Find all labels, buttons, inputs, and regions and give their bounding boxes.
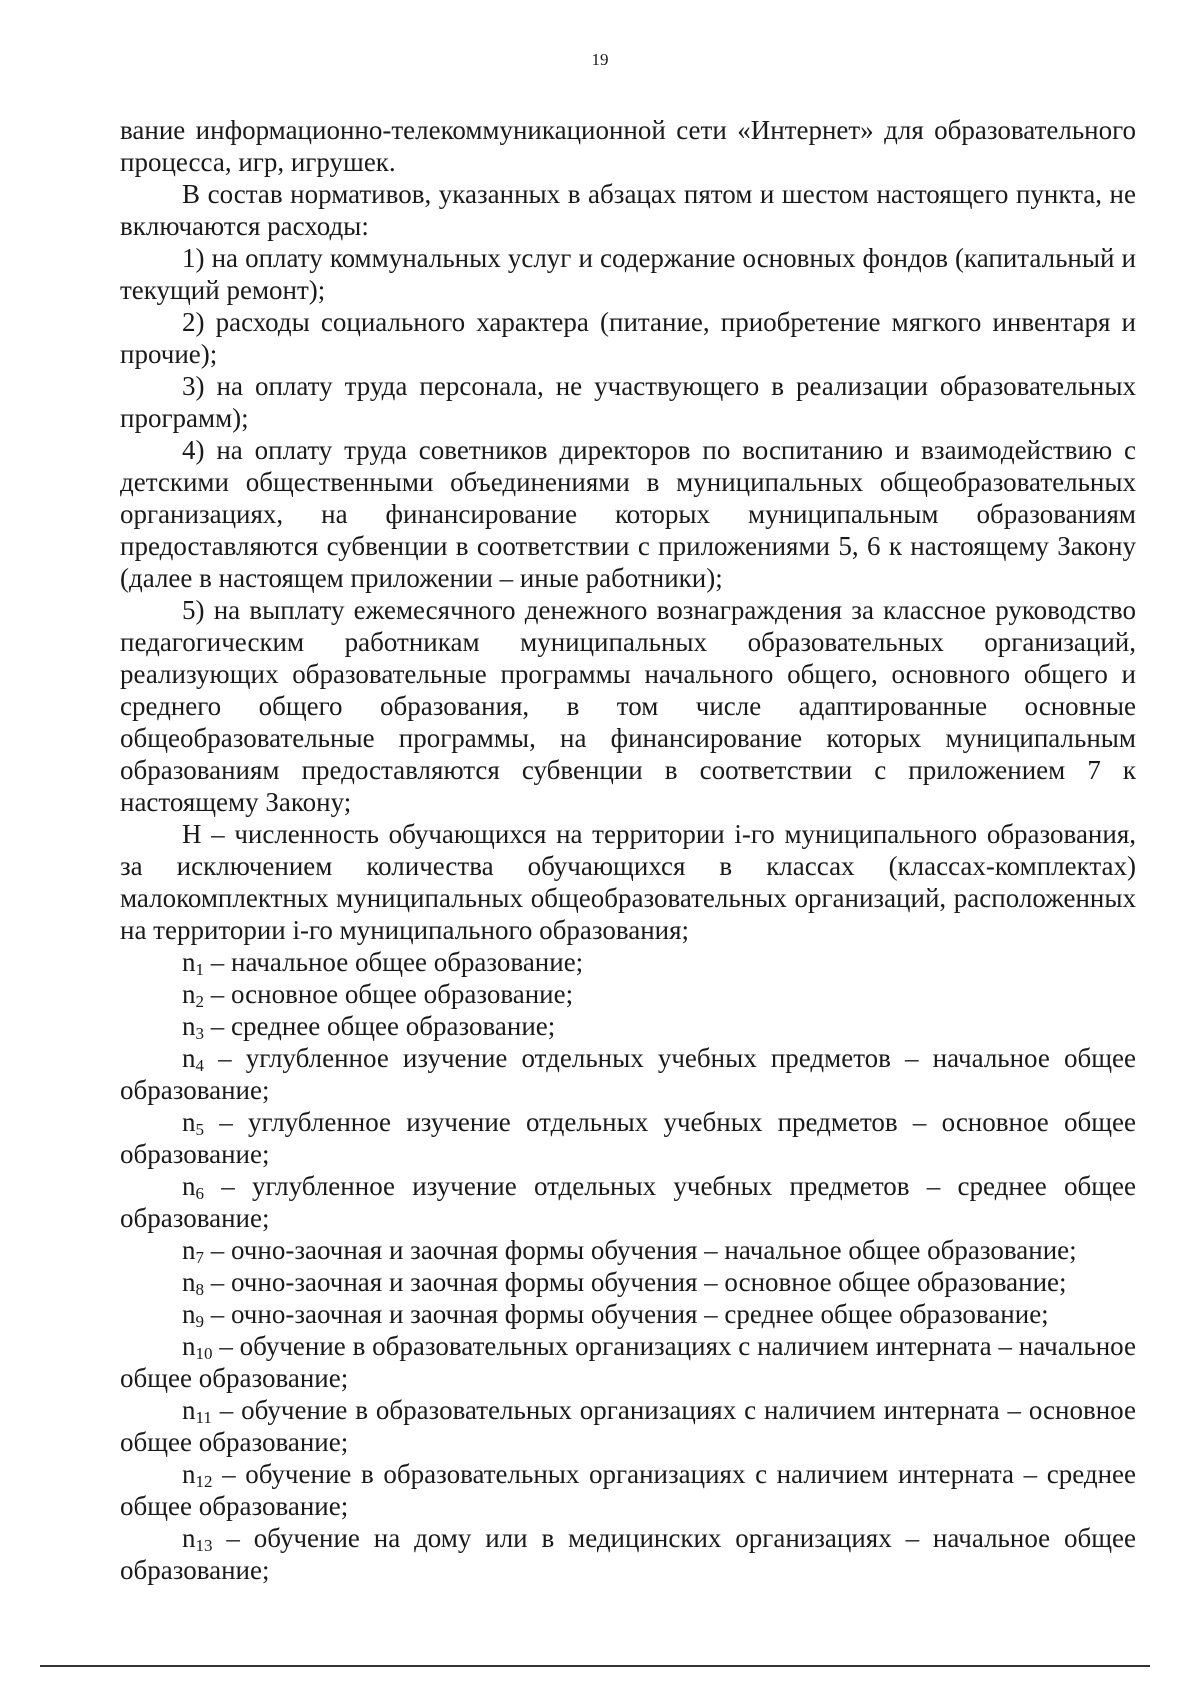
definition-item	[120, 978, 1136, 1010]
document-body	[120, 114, 1136, 1586]
variable-symbol: n	[182, 1267, 196, 1297]
body-paragraph: 1) на оплату коммунальных услуг и содержание основных фондов (капитальный и текущий ремонт);	[120, 243, 1136, 305]
bottom-rule	[40, 1665, 1150, 1667]
definition-item	[120, 1330, 1136, 1394]
variable-symbol: n	[182, 1107, 196, 1137]
definition-text: – начальное общее образование;	[204, 947, 584, 977]
body-paragraph: 2) расходы социального характера (питание, приобретение мягкого инвентаря и прочие);	[120, 307, 1136, 369]
definition-text: – обучение на дому или в медицинских организациях – начальное общее образование;	[120, 1523, 1136, 1585]
variable-subscript: 6	[195, 1184, 204, 1203]
paragraph-list	[120, 114, 1136, 946]
definition-item	[120, 1458, 1136, 1522]
variable-symbol: n	[182, 1523, 196, 1553]
body-paragraph: 3) на оплату труда персонала, не участвующего в реализации образовательных программ);	[120, 371, 1136, 433]
variable-symbol: n	[182, 1395, 196, 1425]
body-paragraph: Н – численность обучающихся на территории i-го муниципального образования, за исключением количества обучающихся в классах (классах-комплектах) малокомплектных муниципальных общеобразовательных организаций, расположенных на территории i-го муниципального образования;	[120, 819, 1136, 945]
variable-subscript: 2	[195, 992, 204, 1011]
variable-subscript: 12	[195, 1472, 213, 1491]
body-paragraph: 4) на оплату труда советников директоров по воспитанию и взаимодействию с детскими общественными объединениями в муниципальных общеобразовательных организациях, на финансирование которых муниципальным образованиям предоставляются субвенции в соответствии с приложениями 5, 6 к настоящему Закону (далее в настоящем приложении – иные работники);	[120, 435, 1136, 593]
definition-item	[120, 1170, 1136, 1234]
variable-symbol: n	[182, 1459, 196, 1489]
variable-symbol: n	[182, 947, 196, 977]
variable-symbol: n	[182, 1235, 196, 1265]
definition-text: – очно-заочная и заочная формы обучения – начальное общее образование;	[204, 1235, 1077, 1265]
body-paragraph: В состав нормативов, указанных в абзацах пятом и шестом настоящего пункта, не включаются расходы:	[120, 179, 1136, 241]
definition-text: – основное общее образование;	[204, 979, 574, 1009]
variable-subscript: 10	[195, 1344, 213, 1363]
definition-item	[120, 1298, 1136, 1330]
definition-text: – углубленное изучение отдельных учебных предметов – среднее общее образование;	[120, 1171, 1136, 1233]
body-paragraph: вание информационно-телекоммуникационной сети «Интернет» для образовательного процесса, игр, игрушек.	[120, 115, 1136, 177]
variable-symbol: n	[182, 1299, 196, 1329]
definition-item	[120, 1394, 1136, 1458]
definition-item	[120, 1234, 1136, 1266]
definition-text: – среднее общее образование;	[204, 1011, 556, 1041]
definition-item	[120, 1010, 1136, 1042]
variable-subscript: 13	[195, 1536, 213, 1555]
definition-text: – углубленное изучение отдельных учебных предметов – основное общее образование;	[120, 1107, 1136, 1169]
body-paragraph: 5) на выплату ежемесячного денежного вознаграждения за классное руководство педагогическим работникам муниципальных образовательных организаций, реализующих образовательные программы начального общего, основного общего и среднего общего образования, в том числе адаптированные основные общеобразовательные программы, на финансирование которых муниципальным образованиям предоставляются субвенции в соответствии с приложением 7 к настоящему Закону;	[120, 595, 1136, 817]
variable-symbol: n	[182, 979, 196, 1009]
definition-text: – обучение в образовательных организациях с наличием интерната – основное общее образование;	[120, 1395, 1136, 1457]
definition-item	[120, 1266, 1136, 1298]
definition-list	[120, 946, 1136, 1586]
variable-symbol: n	[182, 1171, 196, 1201]
variable-subscript: 11	[195, 1408, 212, 1427]
definition-item	[120, 1522, 1136, 1586]
variable-symbol: n	[182, 1043, 196, 1073]
variable-symbol: n	[182, 1331, 196, 1361]
definition-text: – обучение в образовательных организациях с наличием интерната – среднее общее образование;	[120, 1459, 1136, 1521]
page-number: 19	[591, 50, 609, 69]
definition-text: – очно-заочная и заочная формы обучения – основное общее образование;	[204, 1267, 1067, 1297]
definition-text: – обучение в образовательных организациях с наличием интерната – начальное общее образование;	[120, 1331, 1136, 1393]
variable-subscript: 3	[195, 1024, 204, 1043]
definition-text: – очно-заочная и заочная формы обучения – среднее общее образование;	[204, 1299, 1049, 1329]
definition-item	[120, 946, 1136, 978]
variable-subscript: 9	[195, 1312, 204, 1331]
variable-subscript: 1	[195, 960, 204, 979]
variable-subscript: 4	[195, 1056, 204, 1075]
variable-subscript: 8	[195, 1280, 204, 1299]
variable-symbol: n	[182, 1011, 196, 1041]
variable-subscript: 5	[195, 1120, 204, 1139]
definition-item	[120, 1106, 1136, 1170]
definition-text: – углубленное изучение отдельных учебных предметов – начальное общее образование;	[120, 1043, 1136, 1105]
definition-item	[120, 1042, 1136, 1106]
variable-subscript: 7	[195, 1248, 204, 1267]
